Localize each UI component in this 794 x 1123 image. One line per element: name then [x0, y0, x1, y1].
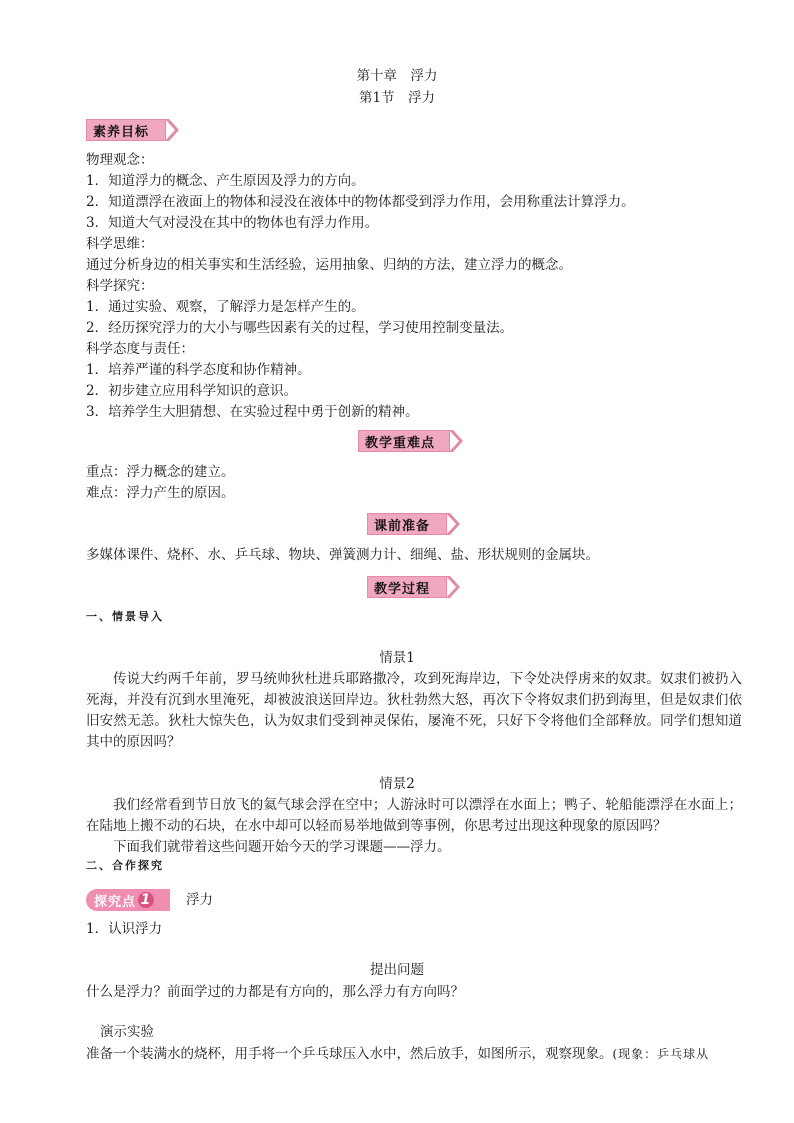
- explore-badge-number: 1: [138, 892, 154, 908]
- goals-line: 2．经历探究浮力的大小与哪些因素有关的过程，学习使用控制变量法。: [86, 320, 514, 336]
- demo-line: [86, 1044, 709, 1065]
- scene1-title: 情景1: [379, 650, 415, 666]
- keypoints-list: [86, 462, 235, 504]
- prep-banner-label: 课前准备: [374, 518, 431, 534]
- section-heading-explore: 二、合作探究: [86, 859, 164, 872]
- section-title: 第1节 浮力: [358, 90, 436, 106]
- goals-line: 2．知道漂浮在液面上的物体和浸没在液体中的物体都受到浮力作用，会用称重法计算浮力。: [86, 194, 635, 210]
- prep-text: 多媒体课件、烧杯、水、乒乓球、物块、弹簧测力计、细绳、盐、形状规则的金属块。: [86, 547, 599, 563]
- goals-line: 1．培养严谨的科学态度和协作精神。: [86, 362, 311, 378]
- goals-line: 通过分析身边的相关事实和生活经验，运用抽象、归纳的方法，建立浮力的概念。: [86, 257, 572, 273]
- chapter-title: 第十章 浮力: [356, 68, 438, 84]
- goals-line: 3．知道大气对浸没在其中的物体也有浮力作用。: [86, 215, 379, 231]
- goals-line: 科学思维：: [86, 236, 154, 252]
- scene1-text: 传说大约两千年前，罗马统帅狄杜进兵耶路撒冷，攻到死海岸边，下令处决俘虏来的奴隶。奴隶们被扔入死海，并没有沉到水里淹死，却被波浪送回岸边。狄杜勃然大怒，再次下令将奴隶们扔到海里，但是奴隶们依旧安然无恙。狄杜大惊失色，认为奴隶们受到神灵保佑，屡淹不死，只好下令将他们全部释放。同学们想知道其中的原因吗？: [86, 671, 742, 750]
- goals-line: 3．培养学生大胆猜想、在实验过程中勇于创新的精神。: [86, 404, 419, 420]
- keypoint-line: 难点：浮力产生的原因。: [86, 485, 235, 501]
- prep-banner: [367, 513, 447, 535]
- goals-list: [86, 150, 635, 423]
- chevron-right-icon: [446, 513, 460, 535]
- chevron-right-icon: [449, 430, 463, 452]
- intro-line: 下面我们就带着这些问题开始今天的学习课题——浮力。: [113, 839, 451, 855]
- question-title: 提出问题: [370, 962, 424, 978]
- goals-line: 科学探究：: [86, 278, 154, 294]
- keypoints-banner-label: 教学重难点: [365, 435, 436, 451]
- explore-badge: [86, 889, 170, 911]
- question-text: 什么是浮力？前面学过的力都是有方向的，那么浮力有方向吗？: [86, 984, 464, 1000]
- demo-note: (现象：乒乓球从: [612, 1047, 710, 1061]
- goals-banner: [86, 119, 166, 141]
- goals-line: 2．初步建立应用科学知识的意识。: [86, 383, 298, 399]
- keypoint-line: 重点：浮力概念的建立。: [86, 464, 235, 480]
- process-banner-label: 教学过程: [374, 581, 431, 597]
- goals-line: 1．通过实验、观察，了解浮力是怎样产生的。: [86, 299, 365, 315]
- goals-line: 1．知道浮力的概念、产生原因及浮力的方向。: [86, 173, 365, 189]
- process-banner: [367, 576, 447, 598]
- explore-title: 浮力: [186, 892, 213, 908]
- explore-badge-label: 探究点: [94, 894, 137, 910]
- goals-line: 物理观念：: [86, 152, 154, 168]
- scene2-text: 我们经常看到节日放飞的氦气球会浮在空中；人游泳时可以漂浮在水面上；鸭子、轮船能漂浮在水面上；在陆地上搬不动的石块，在水中却可以轻而易举地做到等事例，你思考过出现这种现象的原因吗？: [86, 797, 742, 834]
- keypoints-banner: [358, 430, 450, 452]
- chevron-right-icon: [446, 576, 460, 598]
- demo-title: 演示实验: [100, 1024, 154, 1040]
- section-heading-intro: 一、情景导入: [86, 610, 164, 623]
- goals-banner-label: 素养目标: [93, 124, 150, 140]
- goals-line: 科学态度与责任：: [86, 341, 194, 357]
- demo-text: 准备一个装满水的烧杯，用手将一个乒乓球压入水中，然后放手，如图所示，观察现象。: [86, 1046, 613, 1062]
- item-heading: 1．认识浮力: [86, 921, 163, 937]
- scene2-title: 情景2: [379, 776, 415, 792]
- chevron-right-icon: [165, 119, 179, 141]
